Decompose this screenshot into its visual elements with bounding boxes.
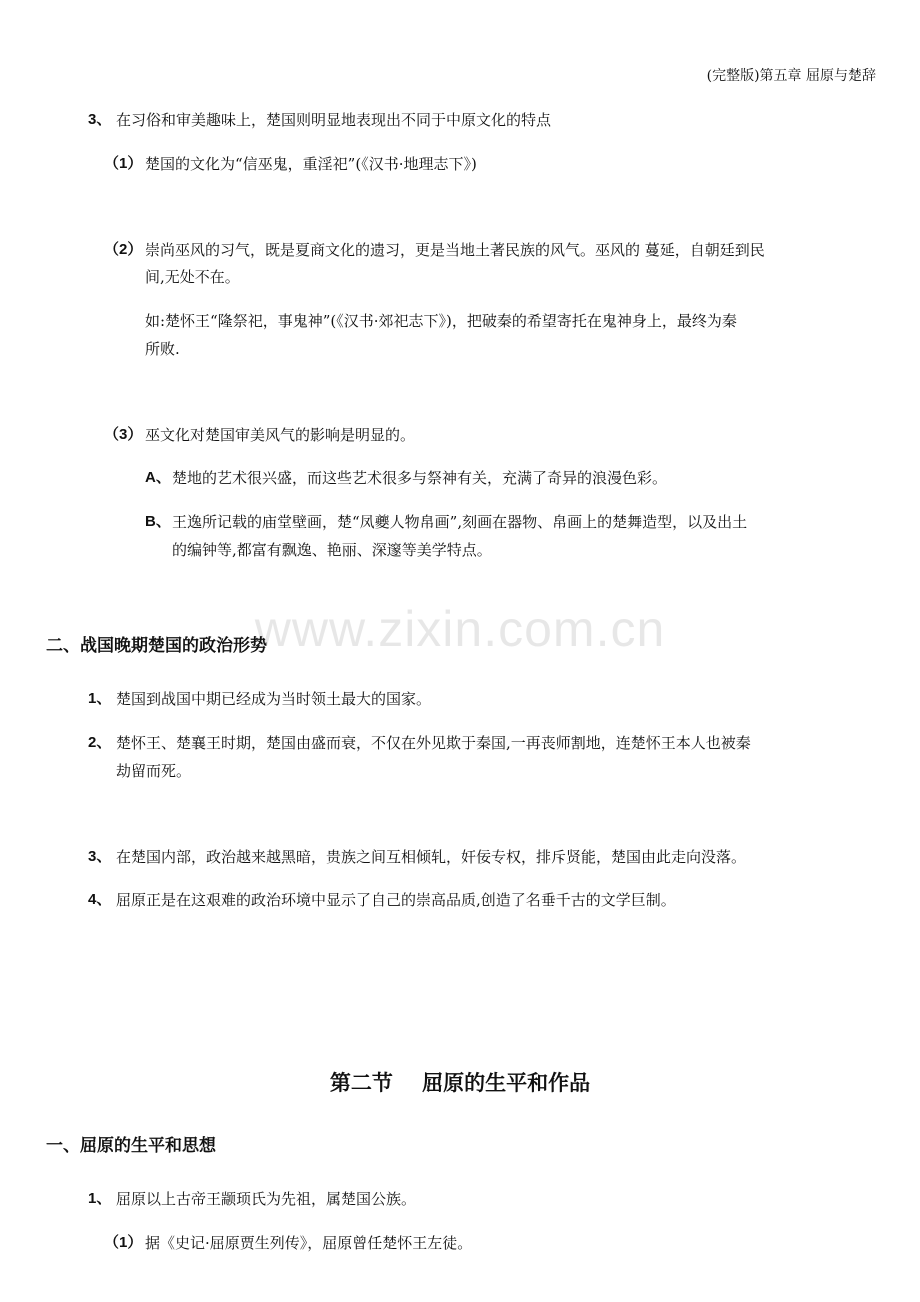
watermark: www.zixin.com.cn [254,601,666,657]
item-text: 在习俗和审美趣味上，楚国则明显地表现出不同于中原文化的特点 [116,111,552,129]
item-text: 屈原以上古帝王颛顼氏为先祖，属楚国公族。 [116,1190,417,1208]
item-number: 3、 [88,111,112,128]
item-text: 在楚国内部，政治越来越黑暗，贵族之间互相倾轧，奸佞专权，排斥贤能，楚国由此走向没落。 [116,848,747,866]
item-number: 1、 [88,690,112,707]
item-text: 楚国到战国中期已经成为当时领土最大的国家。 [116,690,432,708]
item-text-cont: 劫留而死。 [116,762,192,780]
item-number: 4、 [88,891,112,908]
section-heading: 二、战国晚期楚国的政治形势 [46,636,267,656]
item-text: 屈原正是在这艰难的政治环境中显示了自己的崇高品质,创造了名垂千古的文学巨制。 [116,891,676,909]
sub-item-number: （3） [104,426,143,443]
page-header: (完整版)第五章 屈原与楚辞 [706,68,876,84]
sub-item-text-cont: 间,无处不在。 [145,268,240,286]
letter-item-text-cont: 的编钟等,都富有飘逸、艳丽、深邃等美学特点。 [172,541,492,559]
letter-item-text: 楚地的艺术很兴盛，而这些艺术很多与祭神有关，充满了奇异的浪漫色彩。 [172,469,668,487]
sub-item-text: 楚国的文化为“信巫鬼，重淫祀”(《汉书·地理志下》) [145,155,477,173]
letter-item-text: 王逸所记载的庙堂壁画，楚“凤夔人物帛画”,刻画在器物、帛画上的楚舞造型，以及出土 [172,513,748,531]
sub-item-number: （2） [104,241,143,258]
example-text-cont: 所败. [145,340,180,358]
item-number: 1、 [88,1190,112,1207]
section-heading: 一、屈原的生平和思想 [46,1136,216,1156]
sub-item-number: （1） [104,155,143,172]
sub-item-text: 巫文化对楚国审美风气的影响是明显的。 [145,426,416,444]
letter-item-marker: B、 [145,513,171,530]
item-text: 楚怀王、楚襄王时期，楚国由盛而衰，不仅在外见欺于秦国,一再丧师割地，连楚怀王本人也被秦 [116,734,751,752]
item-number: 3、 [88,848,112,865]
example-text: 如:楚怀王“隆祭祀，事鬼神”(《汉书·郊祀志下》)，把破秦的希望寄托在鬼神身上，最终为秦 [145,312,737,330]
letter-item-marker: A、 [145,469,171,486]
item-number: 2、 [88,734,112,751]
chapter-title: 第二节 屈原的生平和作品 [329,1070,591,1095]
sub-item-text: 据《史记·屈原贾生列传》，屈原曾任楚怀王左徒。 [145,1234,473,1252]
sub-item-text: 崇尚巫风的习气，既是夏商文化的遗习，更是当地土著民族的风气。巫风的 蔓延，自朝廷到民 [145,241,765,259]
sub-item-number: （1） [104,1234,143,1251]
